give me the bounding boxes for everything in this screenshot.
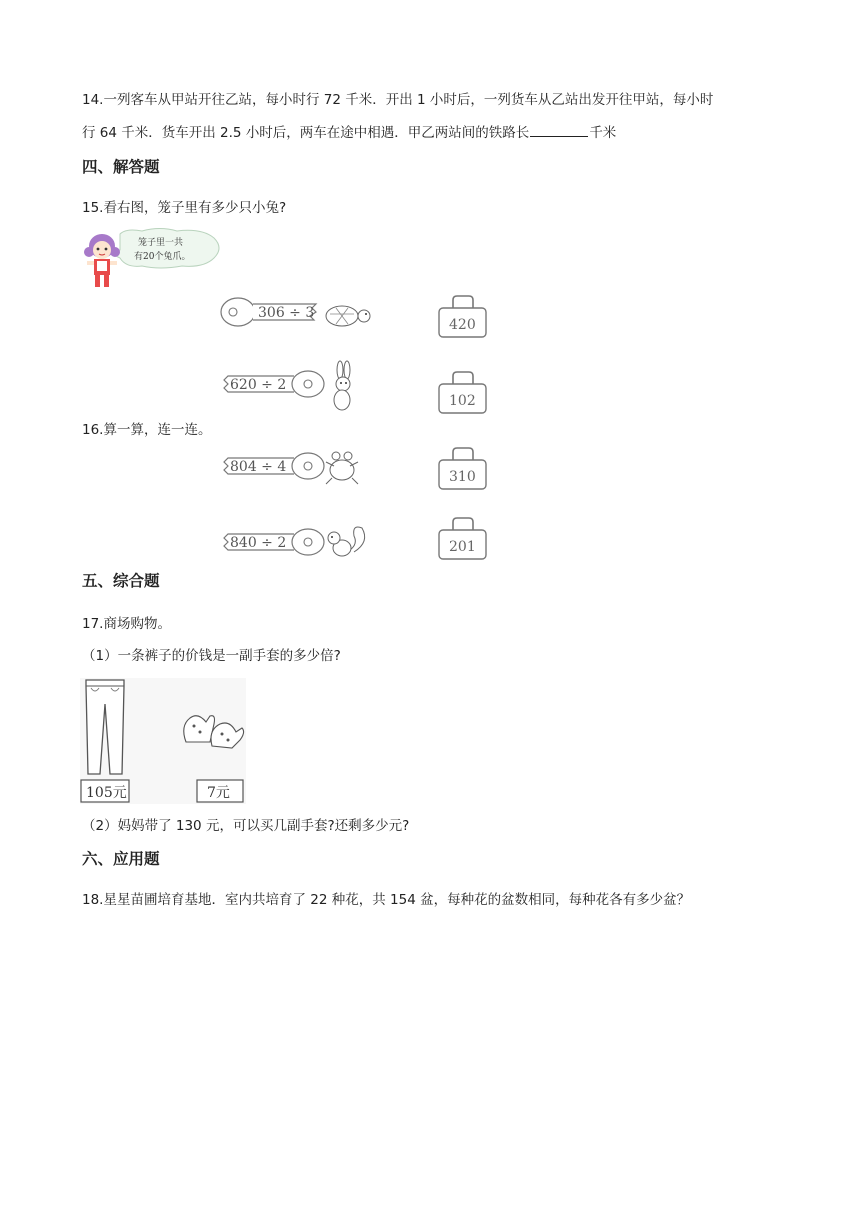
- section-heading-5: 五、综合题: [82, 572, 160, 590]
- girl-icon: [82, 228, 227, 292]
- girl-speech-illustration: [82, 228, 227, 292]
- q14-line2-text: 行 64 千米．货车开出 2.5 小时后，两车在途中相遇．甲乙两站间的铁路长: [82, 125, 530, 141]
- key-3: [222, 444, 362, 492]
- lock-2-value: 102: [449, 393, 476, 409]
- lock-3: [437, 446, 489, 492]
- lock-icon: [437, 446, 489, 492]
- q16-text: 16.算一算，连一连。: [82, 422, 212, 438]
- crab-icon: [326, 452, 358, 484]
- turtle-icon: [326, 306, 370, 326]
- key-4-expression: 840 ÷ 2: [230, 535, 287, 551]
- section-heading-6: 六、应用题: [82, 850, 160, 868]
- gloves-price: 7元: [207, 785, 230, 801]
- lock-2: [437, 370, 489, 416]
- pants-price: 105元: [86, 785, 127, 801]
- lock-icon: [437, 516, 489, 562]
- key-1: [220, 294, 380, 330]
- lock-icon: [437, 370, 489, 416]
- lock-1-value: 420: [449, 317, 476, 333]
- q14-line1: 14.一列客车从甲站开往乙站，每小时行 72 千米．开出 1 小时后，一列货车从乙站出发开往甲站，每小时: [82, 92, 714, 108]
- key-3-expression: 804 ÷ 4: [230, 459, 287, 475]
- key-2: [222, 360, 362, 416]
- shopping-illustration: [80, 678, 246, 804]
- q14-unit: 千米: [589, 125, 617, 141]
- bubble-line1: 笼子里一共: [138, 238, 184, 248]
- squirrel-icon: [328, 527, 365, 556]
- section-heading-4: 四、解答题: [82, 158, 160, 176]
- lock-4: [437, 516, 489, 562]
- q17-sub1: （1）一条裤子的价钱是一副手套的多少倍?: [82, 648, 341, 664]
- lock-1: [437, 294, 489, 340]
- q15-text: 15.看右图，笼子里有多少只小兔?: [82, 200, 287, 216]
- key-2-expression: 620 ÷ 2: [230, 377, 287, 393]
- lock-4-value: 201: [449, 539, 476, 555]
- key-1-expression: 306 ÷ 3: [258, 305, 315, 321]
- q14-line2: [82, 122, 616, 143]
- answer-blank: [530, 122, 588, 137]
- lock-3-value: 310: [449, 469, 476, 485]
- q18-text: 18.星星苗圃培育基地．室内共培育了 22 种花，共 154 盆，每种花的盆数相同，每种花各有多少盆？: [82, 892, 691, 908]
- key-4: [222, 522, 372, 566]
- bubble-line2: 有20个兔爪。: [134, 252, 191, 262]
- q17-sub2: （2）妈妈带了 130 元，可以买几副手套?还剩多少元?: [82, 818, 410, 834]
- lock-icon: [437, 294, 489, 340]
- rabbit-icon: [334, 361, 350, 410]
- q17-text: 17.商场购物。: [82, 616, 171, 632]
